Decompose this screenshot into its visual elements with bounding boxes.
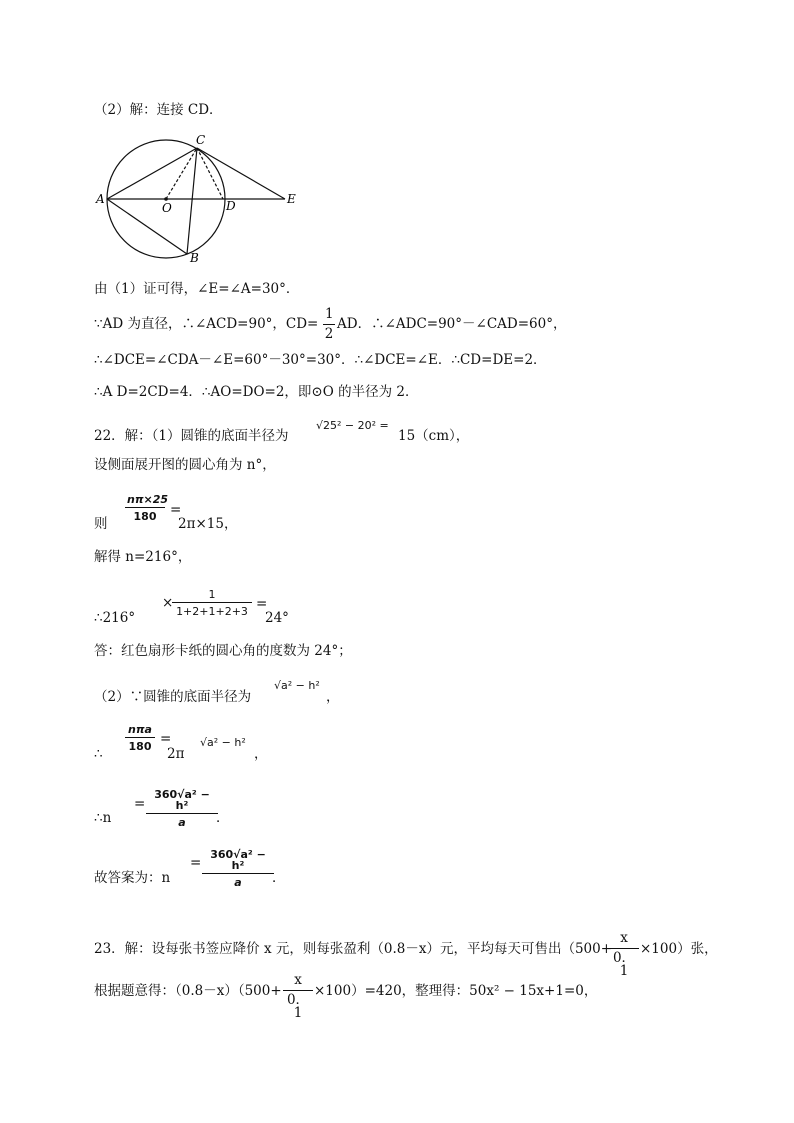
fraction-numerator: 360√a² − h² [210, 848, 266, 872]
q22-line10-fraction [202, 849, 274, 888]
line-AC [107, 148, 197, 199]
q23-line2b: ×100）=420，整理得：50x² − 15x+1=0， [314, 983, 598, 999]
label-O: O [162, 201, 172, 215]
q22-line9-end: ． [216, 810, 230, 826]
sec2-line2b: AD．∴∠ADC=90°－∠CAD=60°， [337, 316, 567, 332]
q22-line3-fraction [125, 493, 169, 523]
fraction-denominator: 180 [133, 510, 157, 523]
q22-line4: 解得 n=216°， [94, 549, 192, 565]
q22-line9-eq: = [134, 796, 146, 812]
q22-line2: 设侧面展开图的圆心角为 n°， [94, 457, 276, 473]
line-CB [187, 148, 197, 254]
q22-line5-eq: = [256, 596, 268, 612]
q22-line8-fraction [125, 724, 155, 752]
q22-line9-fraction [146, 789, 218, 828]
q22-line1a: 22．解：（1）圆锥的底面半径为 [94, 428, 289, 444]
q22-line10-prefix: 故答案为：n [94, 870, 171, 886]
label-B: B [190, 251, 199, 265]
q22-line1b: 15（cm）， [398, 428, 470, 444]
label-C: C [196, 133, 206, 147]
q22-line3-rhs: 2π×15， [178, 516, 238, 532]
q22-line5-times: × [162, 595, 174, 611]
q22-line6: 答：红色扇形卡纸的圆心角的度数为 24°； [94, 643, 352, 659]
q22-line8-prefix: ∴ [94, 746, 103, 762]
sec2-line2a: ∵AD 为直径，∴∠ACD=90°，CD= [94, 316, 319, 332]
fraction-denominator: 1+2+1+2+3 [176, 605, 248, 618]
label-D: D [226, 199, 236, 213]
fraction-denominator: 0．1 [612, 949, 636, 979]
q22-line3-prefix: 则 [94, 516, 108, 532]
sec2-line4: ∴A D=2CD=4．∴AO=DO=2，即⊙O 的半径为 2． [94, 384, 419, 400]
label-A: A [96, 192, 105, 206]
q22-line3-eq: = [170, 502, 182, 518]
q22-line9-prefix: ∴n [94, 810, 112, 826]
fraction-denominator: a [178, 816, 186, 829]
q22-line7-expr: √a² − h² [274, 679, 320, 692]
line-AB [107, 199, 187, 254]
q23-line1a: 23．解：设每张书签应降价 x 元，则每张盈利（0.8－x）元，平均每天可售出（500+ [94, 941, 613, 957]
q22-line5-fraction [172, 589, 252, 617]
sec2-line3: ∴∠DCE=∠CDA－∠E=60°－30°=30°．∴∠DCE=∠E．∴CD=DE=2． [94, 352, 547, 368]
q22-line1-expr: √25² − 20² = [316, 419, 389, 432]
fraction-denominator: 2 [324, 325, 334, 342]
q22-line7b: ， [326, 689, 340, 705]
fraction-numerator: nπa [128, 723, 152, 736]
q22-line8-expr: √a² − h² [200, 736, 246, 749]
q22-line8-rhs: 2π [167, 746, 185, 762]
q23-line1b: ×100）张， [640, 941, 718, 957]
q22-line5-prefix: ∴216° [94, 610, 136, 626]
fraction-numerator: 1 [325, 306, 334, 322]
q22-line7a: （2）∵圆锥的底面半径为 [94, 689, 252, 705]
q22-line8-eq: = [160, 731, 172, 747]
line-CE [197, 148, 285, 199]
sec2-line2-fraction [323, 308, 335, 341]
fraction-numerator: nπ×25 [127, 493, 169, 506]
fraction-numerator: x [294, 972, 302, 988]
fraction-numerator: 1 [208, 588, 216, 601]
q23-line2-fraction [283, 974, 313, 1021]
fraction-denominator: 180 [128, 740, 152, 753]
sec2-line1: 由（1）证可得，∠E=∠A=30°． [94, 281, 300, 297]
fraction-numerator: x [620, 930, 628, 946]
label-E: E [287, 192, 296, 206]
section-2-heading: （2）解：连接 CD． [94, 102, 223, 118]
fraction-denominator: a [234, 876, 242, 889]
fraction-denominator: 0．1 [286, 991, 310, 1021]
q22-line8-end: ， [254, 746, 268, 762]
q23-line1-fraction [609, 932, 639, 979]
q23-line2a: 根据题意得：（0.8－x）（500+ [94, 983, 282, 999]
q22-line10-eq: = [190, 855, 202, 871]
q22-line5-rhs: 24° [265, 610, 289, 626]
fraction-numerator: 360√a² − h² [154, 788, 210, 812]
circle-geometry-figure [90, 128, 310, 268]
q22-line10-end: ． [272, 870, 286, 886]
